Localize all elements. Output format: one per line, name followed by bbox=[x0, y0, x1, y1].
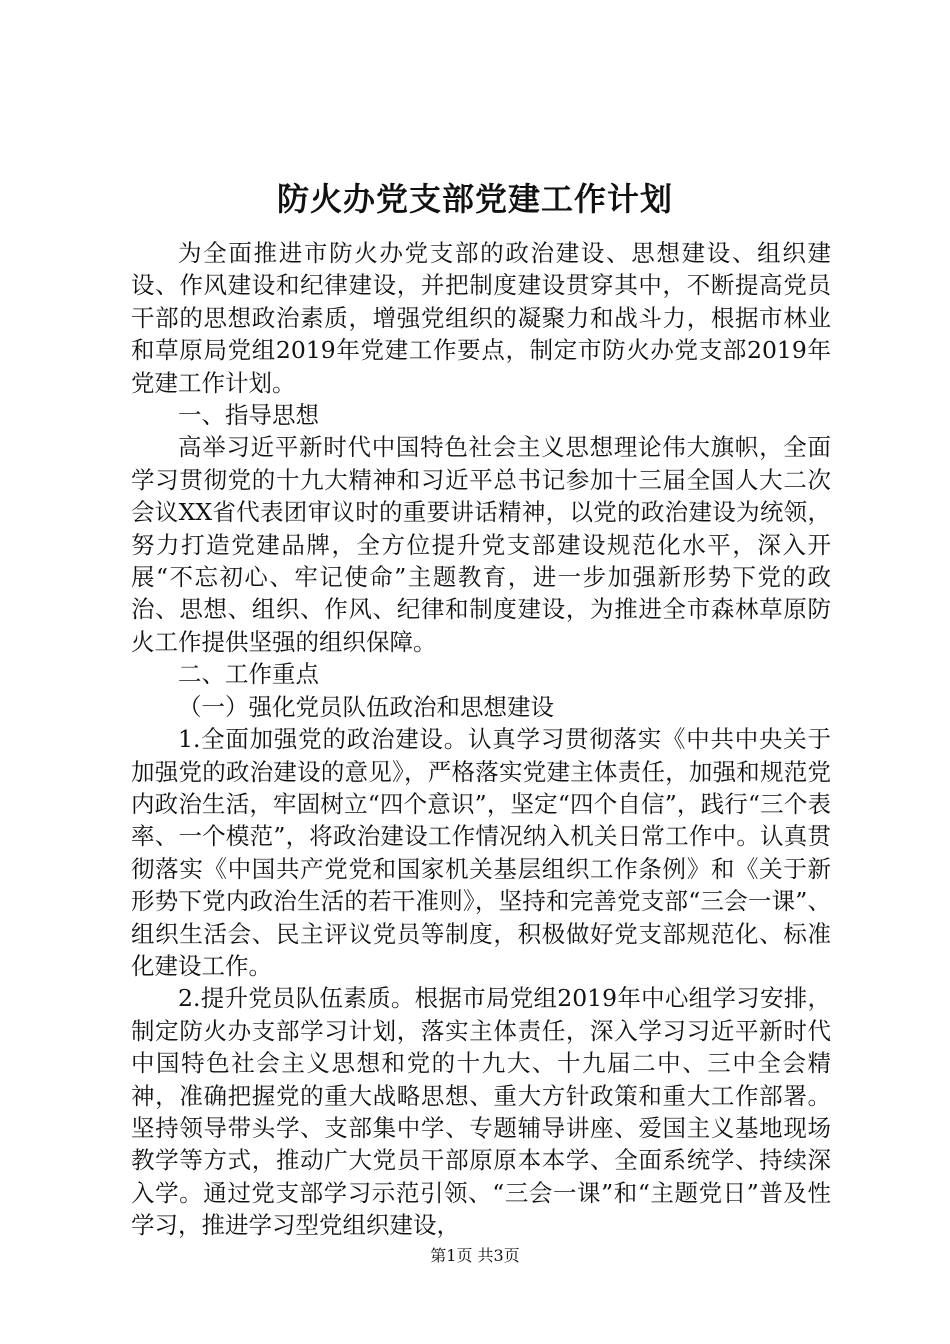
intro-paragraph: 为全面推进市防火办党支部的政治建设、思想建设、组织建设、作风建设和纪律建设，并把制度建设贯穿其中，不断提高党员干部的思想政治素质，增强党组织的凝聚力和战斗力，根据市林业和草原局党组2019年党建工作要点，制定市防火办党支部2019年党建工作计划。 bbox=[131, 239, 831, 397]
subsection-heading-political-ideological: （一）强化党员队伍政治和思想建设 bbox=[178, 692, 554, 721]
section-heading-guiding-ideology: 一、指导思想 bbox=[178, 401, 319, 430]
guiding-ideology-paragraph: 高举习近平新时代中国特色社会主义思想理论伟大旗帜，全面学习贯彻党的十九大精神和习近平总书记参加十三届全国人大二次会议XX省代表团审议时的重要讲话精神，以党的政治建设为统领，努力打造党建品牌，全方位提升党支部建设规范化水平，深入开展“不忘初心、牢记使命”主题教育，进一步加强新形势下党的政治、思想、组织、作风、纪律和制度建设，为推进全市森林草原防火工作提供坚强的组织保障。 bbox=[131, 433, 831, 656]
document-body bbox=[131, 237, 831, 1242]
page-indicator: 第1页 共3页 bbox=[430, 1246, 520, 1265]
item-paragraph-2: 2.提升党员队伍素质。根据市局党组2019年中心组学习安排，制定防火办支部学习计划，落实主体责任，深入学习习近平新时代中国特色社会主义思想和党的十九大、十九届二中、三中全会精神，准确把握党的重大战略思想、重大方针政策和重大工作部署。坚持领导带头学、支部集中学、专题辅导讲座、爱国主义基地现场教学等方式，推动广大党员干部原原本本学、全面系统学、持续深入学。通过党支部学习示范引领、“三会一课”和“主题党日”普及性学习，推进学习型党组织建设， bbox=[131, 984, 831, 1240]
document-title: 防火办党支部党建工作计划 bbox=[276, 180, 673, 218]
item-paragraph-1: 1.全面加强党的政治建设。认真学习贯彻落实《中共中央关于加强党的政治建设的意见》，严格落实党建主体责任，加强和规范党内政治生活，牢固树立“四个意识”，坚定“四个自信”，践行“三个表率、一个模范”，将政治建设工作情况纳入机关日常工作中。认真贯彻落实《中国共产党党和国家机关基层组织工作条例》和《关于新形势下党内政治生活的若干准则》，坚持和完善党支部“三会一课”、组织生活会、民主评议党员等制度，积极做好党支部规范化、标准化建设工作。 bbox=[131, 725, 831, 980]
section-heading-work-focus: 二、工作重点 bbox=[178, 660, 319, 689]
